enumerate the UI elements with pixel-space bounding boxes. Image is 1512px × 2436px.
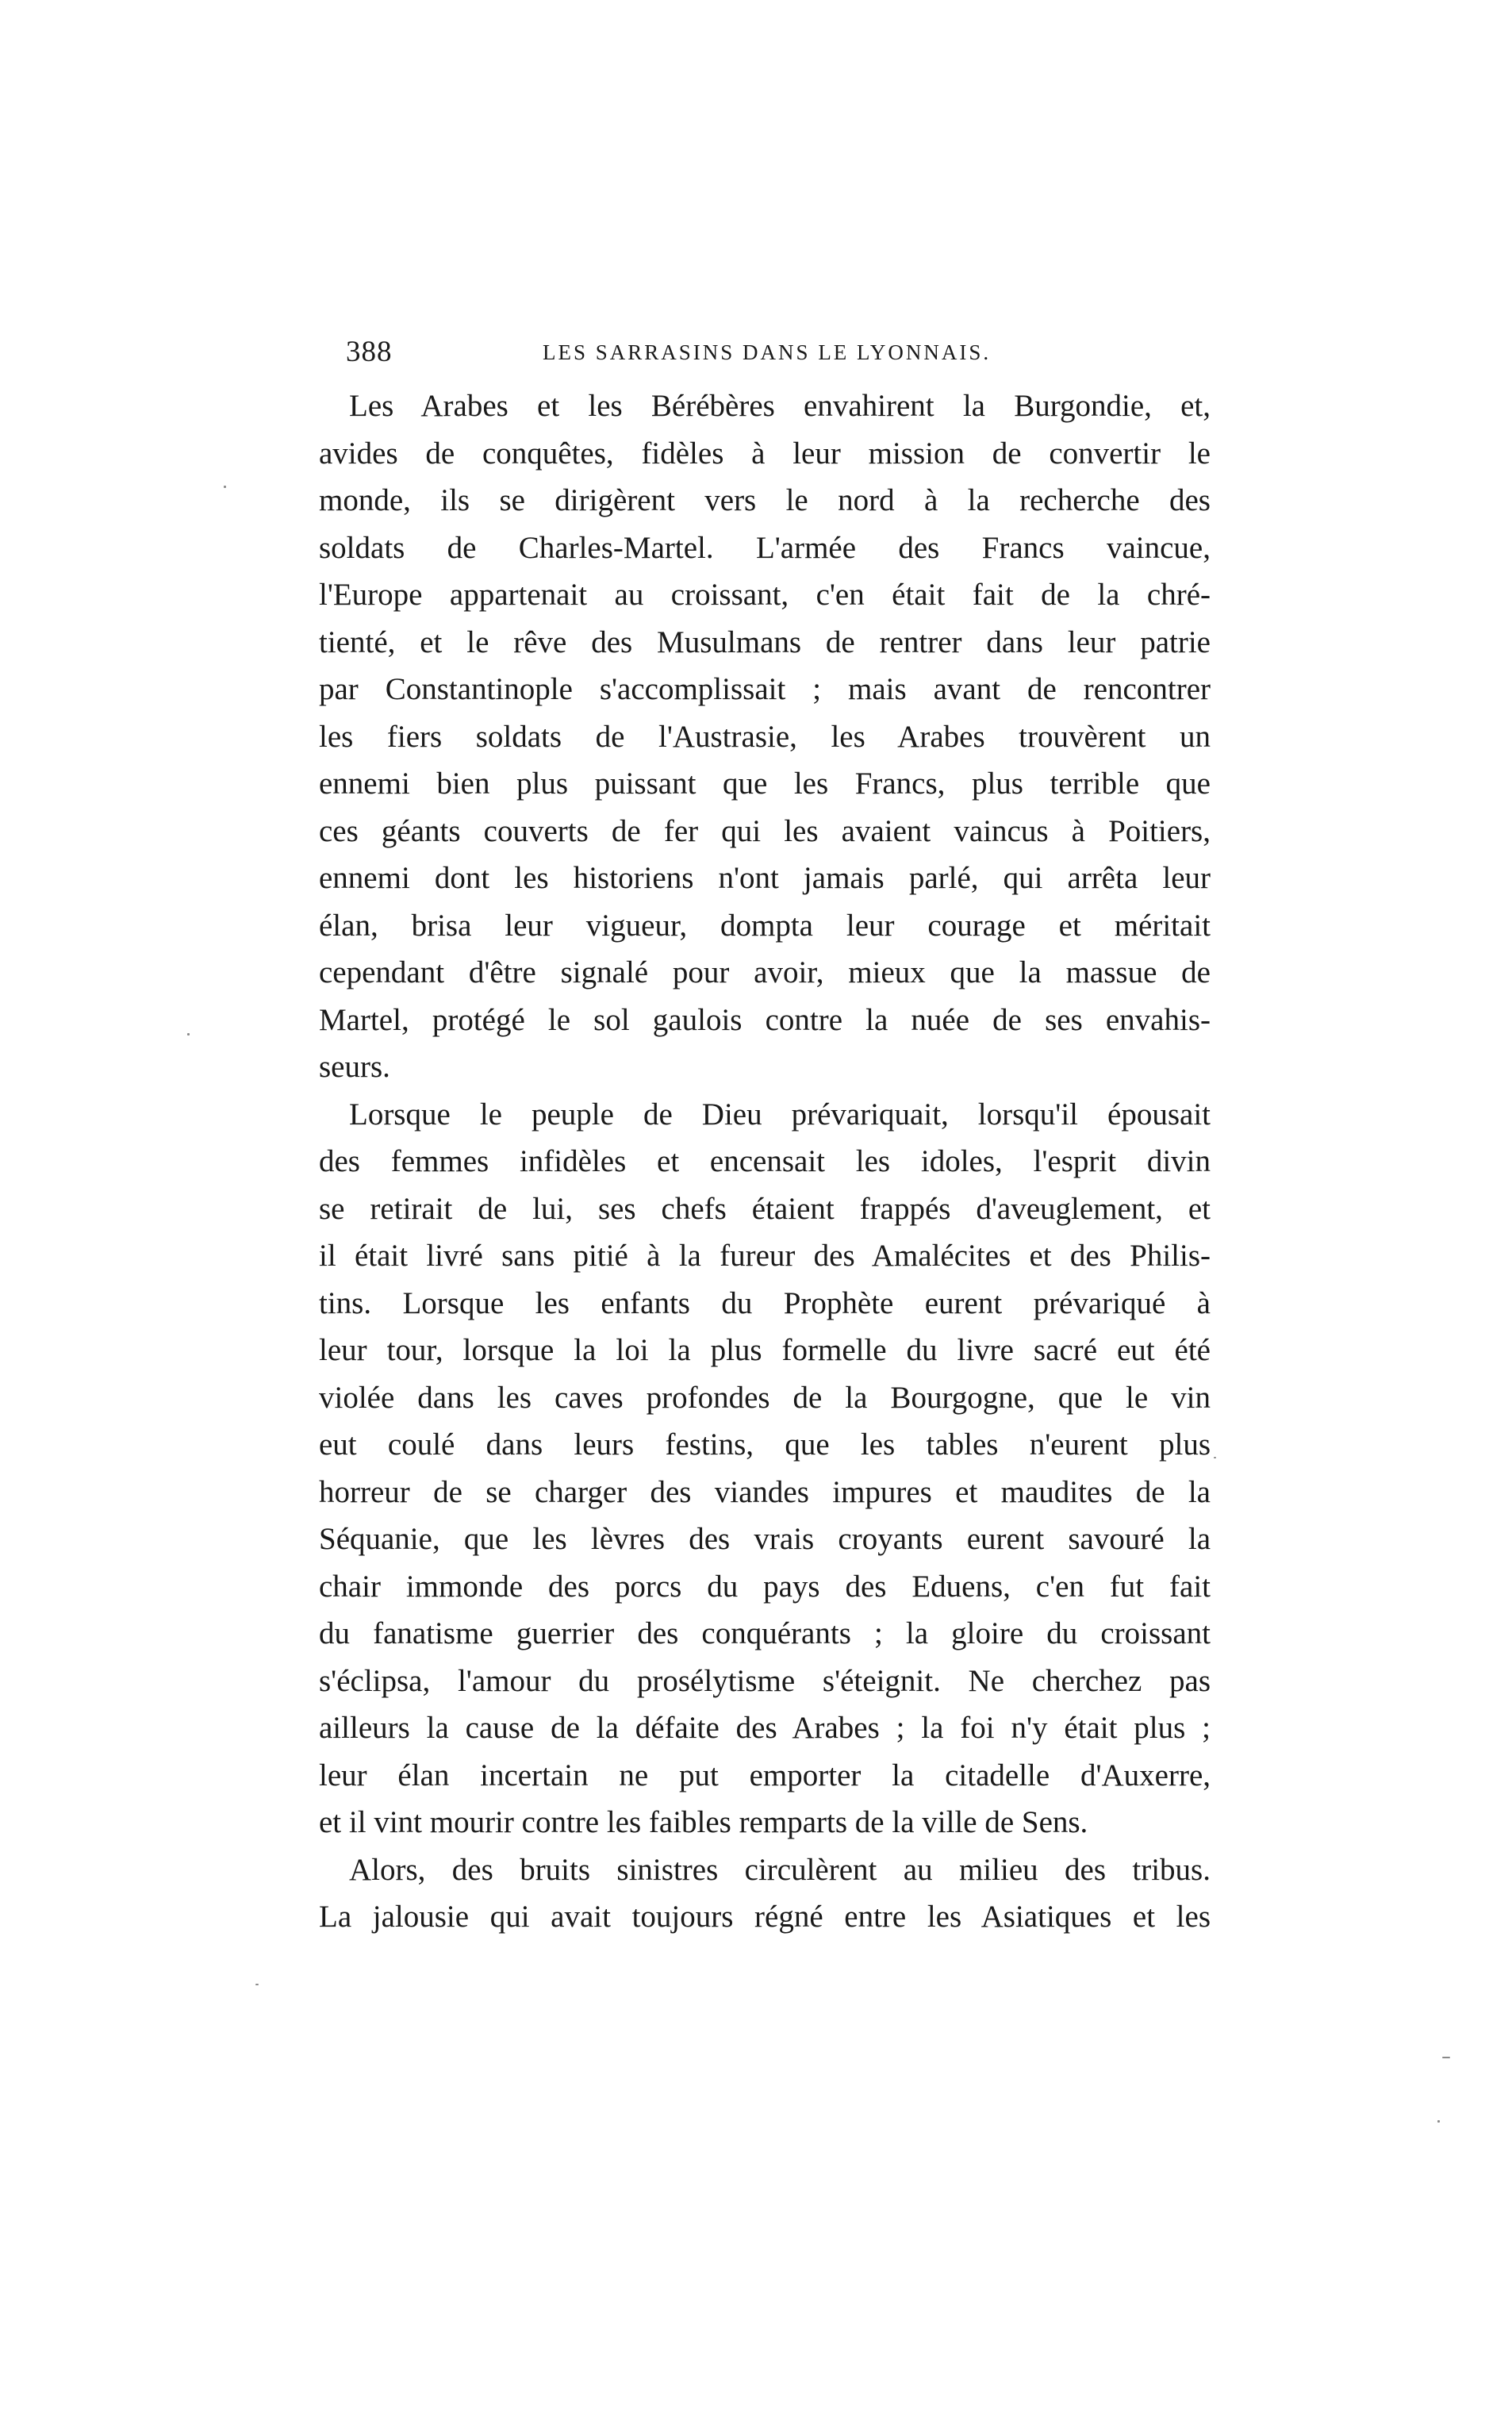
- text-line: avides de conquêtes, fidèles à leur mission de convertir le: [319, 436, 1211, 471]
- text-line: violée dans les caves profondes de la Bourgogne, que le vin: [319, 1380, 1211, 1415]
- text-line: tins. Lorsque les enfants du Prophète eurent prévariqué à: [319, 1285, 1211, 1320]
- text-line: élan, brisa leur vigueur, dompta leur courage et méritait: [319, 908, 1211, 943]
- text-line: monde, ils se dirigèrent vers le nord à la recherche des: [319, 483, 1211, 517]
- scan-speck: [255, 1984, 259, 1985]
- scan-speck: [1442, 2057, 1450, 2058]
- scan-speck: [1214, 1457, 1216, 1458]
- page-header: [346, 332, 1211, 373]
- text-line: La jalousie qui avait toujours régné entre les Asiatiques et les: [319, 1900, 1211, 1934]
- text-line: ces géants couverts de fer qui les avaient vaincus à Poitiers,: [319, 813, 1211, 848]
- text-line: Martel, protégé le sol gaulois contre la nuée de ses envahis-: [319, 1002, 1211, 1037]
- text-line: Séquanie, que les lèvres des vrais croyants eurent savouré la: [319, 1522, 1211, 1556]
- body-text: [319, 382, 1211, 1941]
- text-line: chair immonde des porcs du pays des Eduens, c'en fut fait: [319, 1569, 1211, 1604]
- text-line: leur élan incertain ne put emporter la citadelle d'Auxerre,: [319, 1758, 1211, 1792]
- text-line: et il vint mourir contre les faibles remparts de la ville de Sens.: [319, 1805, 1088, 1839]
- text-line: se retirait de lui, ses chefs étaient frappés d'aveuglement, et: [319, 1191, 1211, 1226]
- scan-speck: [224, 486, 226, 488]
- scan-speck: [187, 1033, 190, 1035]
- text-line: Lorsque le peuple de Dieu prévariquait, lorsqu'il épousait: [349, 1097, 1211, 1132]
- text-line: horreur de se charger des viandes impures et maudites de la: [319, 1474, 1211, 1509]
- text-line: les fiers soldats de l'Austrasie, les Arabes trouvèrent un: [319, 719, 1211, 754]
- text-line: par Constantinople s'accomplissait ; mais avant de rencontrer: [319, 672, 1211, 706]
- text-line: tienté, et le rêve des Musulmans de rentrer dans leur patrie: [319, 624, 1211, 659]
- text-line: cependant d'être signalé pour avoir, mieux que la massue de: [319, 955, 1211, 989]
- running-title: LES SARRASINS DANS LE LYONNAIS.: [543, 340, 992, 364]
- text-line: Les Arabes et les Bérébères envahirent la Burgondie, et,: [349, 389, 1211, 423]
- text-line: soldats de Charles-Martel. L'armée des Francs vaincue,: [319, 530, 1211, 565]
- scan-speck: [1437, 2120, 1440, 2123]
- text-line: leur tour, lorsque la loi la plus formelle du livre sacré eut été: [319, 1333, 1211, 1367]
- text-line: des femmes infidèles et encensait les idoles, l'esprit divin: [319, 1144, 1211, 1178]
- text-line: ennemi dont les historiens n'ont jamais parlé, qui arrêta leur: [319, 861, 1211, 895]
- text-line: eut coulé dans leurs festins, que les tables n'eurent plus: [319, 1427, 1211, 1462]
- text-line: s'éclipsa, l'amour du prosélytisme s'éteignit. Ne cherchez pas: [319, 1663, 1211, 1698]
- text-line: seurs.: [319, 1050, 390, 1084]
- text-line: l'Europe appartenait au croissant, c'en était fait de la chré-: [319, 578, 1211, 612]
- page-number: 388: [346, 336, 393, 368]
- text-line: ennemi bien plus puissant que les Francs, plus terrible que: [319, 767, 1211, 801]
- text-line: il était livré sans pitié à la fureur des Amalécites et des Philis-: [319, 1239, 1211, 1273]
- text-line: Alors, des bruits sinistres circulèrent au milieu des tribus.: [349, 1852, 1211, 1887]
- text-line: du fanatisme guerrier des conquérants ; la gloire du croissant: [319, 1616, 1211, 1650]
- text-line: ailleurs la cause de la défaite des Arabes ; la foi n'y était plus ;: [319, 1711, 1211, 1745]
